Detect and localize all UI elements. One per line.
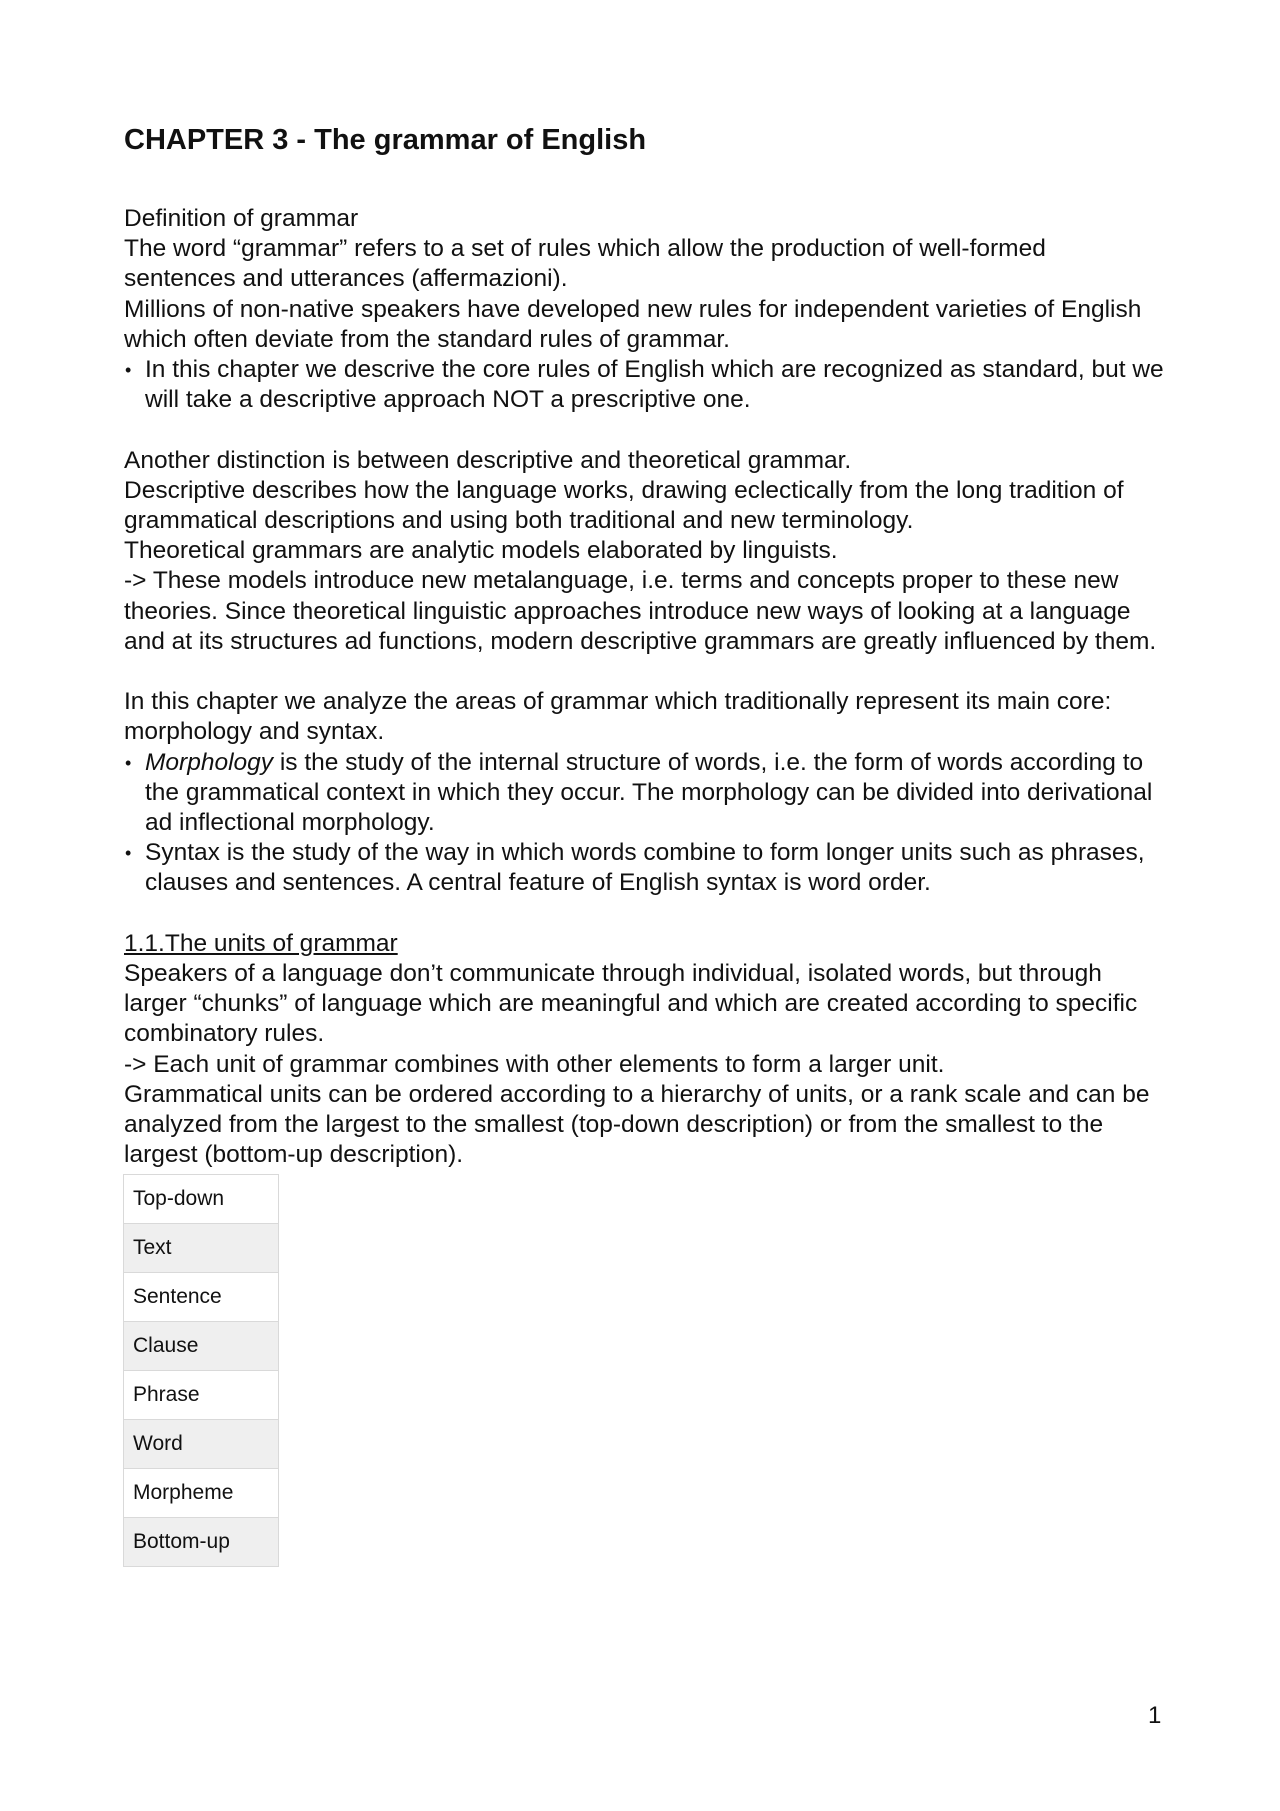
- table-cell: Top-down: [124, 1175, 279, 1224]
- document-page: [124, 120, 1164, 1567]
- units-paragraph-3: Grammatical units can be ordered according to a hierarchy of units, or a rank scale and can be analyzed from the largest to the smallest (top-down description) or from the smallest to the largest (bottom-up description).: [124, 1080, 1150, 1169]
- table-cell: Clause: [124, 1322, 279, 1371]
- table-row: [124, 1371, 279, 1420]
- definition-paragraph-1: The word “grammar” refers to a set of rules which allow the production of well-formed sentences and utterances (affermazioni).: [124, 235, 1046, 293]
- table-row: [124, 1420, 279, 1469]
- table-row: [124, 1175, 279, 1224]
- definition-heading: Definition of grammar: [124, 205, 359, 232]
- units-paragraph-2: -> Each unit of grammar combines with other elements to form a larger unit.: [124, 1050, 945, 1078]
- bullet-icon: •: [125, 843, 132, 864]
- page-number: 1: [1148, 1702, 1162, 1729]
- distinction-paragraph-2: Descriptive describes how the language works, drawing eclectically from the long tradition of grammatical descriptions and using both traditional and new terminology.: [124, 476, 1124, 535]
- areas-paragraph: In this chapter we analyze the areas of grammar which traditionally represent its main core: morphology and syntax.: [124, 688, 1112, 746]
- table-cell: Sentence: [124, 1273, 279, 1322]
- table-row: [124, 1273, 279, 1322]
- bullet-icon: •: [125, 752, 132, 773]
- distinction-paragraph-1: Another distinction is between descriptive and theoretical grammar.: [124, 446, 852, 474]
- syntax-definition: Syntax is the study of the way in which words combine to form longer units such as phrases, clauses and sentences. A central feature of English syntax is word order.: [145, 839, 1145, 897]
- list-item: [124, 838, 1164, 898]
- table-cell: Morpheme: [124, 1469, 279, 1518]
- distinction-paragraph-4: -> These models introduce new metalanguage, i.e. terms and concepts proper to these new theories. Since theoretical linguistic approaches introduce new ways of looking at a language and at its structures ad functions, modern descriptive grammars are greatly influenced by them.: [124, 567, 1157, 655]
- table-row: [124, 1469, 279, 1518]
- table-cell: Phrase: [124, 1371, 279, 1420]
- units-paragraph-1: Speakers of a language don’t communicate through individual, isolated words, but through larger “chunks” of language which are meaningful and which are created according to specific combinatory rules.: [124, 960, 1138, 1048]
- list-item: [124, 748, 1164, 839]
- table-cell: Word: [124, 1420, 279, 1469]
- table-cell: Text: [124, 1224, 279, 1273]
- definition-paragraph-2: Millions of non-native speakers have developed new rules for independent varieties of English which often deviate from the standard rules of grammar.: [124, 295, 1142, 353]
- distinction-paragraph-3: Theoretical grammars are analytic models elaborated by linguists.: [124, 537, 838, 565]
- table-cell: Bottom-up: [124, 1518, 279, 1567]
- definition-bullet-list: [124, 355, 1164, 415]
- bullet-icon: •: [125, 360, 132, 381]
- table-row: [124, 1322, 279, 1371]
- units-heading: 1.1.The units of grammar: [124, 929, 398, 957]
- units-table: [123, 1174, 279, 1567]
- morphology-term: Morphology: [145, 748, 274, 776]
- areas-bullet-list: [124, 748, 1164, 899]
- morphology-definition: is the study of the internal structure of words, i.e. the form of words according to the grammatical context in which they occur. The morphology can be divided into derivational ad inflectional morphology.: [145, 748, 1153, 837]
- chapter-title: CHAPTER 3 - The grammar of English: [124, 124, 647, 156]
- list-item: [124, 355, 1164, 415]
- table-row: [124, 1518, 279, 1567]
- table-row: [124, 1224, 279, 1273]
- bullet-text: In this chapter we descrive the core rules of English which are recognized as standard, but we will take a descriptive approach NOT a prescriptive one.: [145, 356, 1164, 414]
